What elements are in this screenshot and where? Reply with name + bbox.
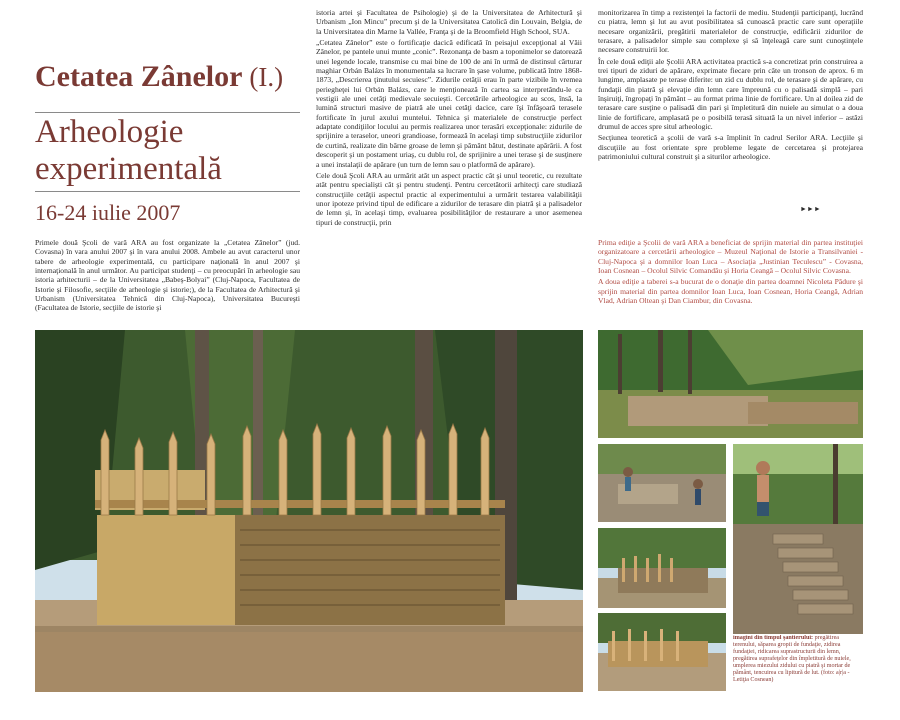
photo-wattle-fence <box>598 613 726 691</box>
caption-credit: (foto: a|r|a - Letiţia Cosnean) <box>733 670 850 683</box>
caption-lead: imagini din timpul şantierului: <box>733 635 814 641</box>
col3-paragraph-1: monitorizarea în timp a rezistenţei la factorii de mediu. Studenţii participanţi, lucrând cu piatra, lemn şi lut au avut posibilitatea să cunoască practic care sunt operaţiile necesare organizării, pregătirii materialelor de construcţie, edificării zidurilor de terasare, a palisadelor simple sau complexe şi să înţeleagă care sunt cunoştinţele necesare construirii lor. <box>598 8 863 55</box>
main-photo-palisade <box>35 330 583 692</box>
photo-foundation-digging <box>598 444 726 522</box>
page-title <box>35 60 283 94</box>
credits-block <box>598 238 863 316</box>
col2-paragraph-3: Cele două Şcoli ARA au urmărit atât un aspect practic cât şi unul teoretic, cu rezultate atât pentru specialişti cât şi pentru studenţi. Pentru cercetătorii arhitecţi care studiază construcţiile cetăţii aspectul practic al experimentului a urmărit testarea valabilităţii unor ipoteze privind tipul de edificare a zidurilor de terasare din piatră şi a palisadelor de lemn şi, în acelaşi timp, evaluarea posibilităţilor de restaurare a unor asemenea tipuri de construcţii, prin <box>316 170 582 227</box>
caption-body: pregătirea terenului, săparea gropii de fundaţie, zidirea fundaţiei, ridicarea suprastructurii din lemn, pregătirea suprafeţelor din împletitură de nuiele, umplerea miezului zidului cu piatră şi mortar de pământ, tencuirea cu lipitură de lut. <box>733 635 851 676</box>
credits-paragraph-1: Prima ediţie a Şcolii de vară ARA a beneficiat de sprijin material din partea instituţiei organizatoare a cercetării arheologice – Muzeul Naţional de Istorie a Transilvaniei - Cluj-Napoca şi a domnilor Ioan Luca – Asociaţia „Justinian Teculescu” - Covasna, Ioan Cosnean – Ocolul Silvic Comandău şi Horia Ceangă – Ocolul Silvic Covasna. <box>598 238 863 276</box>
title-text: Cetatea Zânelor <box>35 60 242 93</box>
col3-paragraph-3: Secţiunea teoretică a şcolii de vară s-a împlinit în cadrul Serilor ARA. Lecţiile şi discuţiile au fost orientate spre probleme legate de cercetarea şi protejarea patrimoniului cultural construit şi a siturilor arheologice. <box>598 133 863 162</box>
right-column <box>598 8 863 236</box>
col2-paragraph-1: istoria artei şi Facultatea de Psihologie) şi de la Universitatea de Arhitectură şi Urbanism „Ion Mincu” precum şi de la Universitatea Catolică din Louvain, Belgia, de la Universitatea din Marne la Vallée, Franţa şi de la Broomfield High School, SUA. <box>316 8 582 36</box>
intro-paragraph: Primele două Şcoli de vară ARA au fost organizate la „Cetatea Zânelor” (jud. Covasna) în vara anului 2007 şi în vara anului 2008. Ambele au avut caracterul unor tabere de arheologie experimentală, cu participare naţională în anul 2007 şi internaţională în anul următor. Au participat studenţi – cu preocupări în arheologie sau istoria arhitecturii – de la Universitatea „Babeş-Bolyai” (Cluj-Napoca, Facultatea de Istorie şi Filosofie, secţiile de arheologie şi istorie;), de la Facultatea de Arhitectură şi Urbanism (Universitatea Tehnică din Cluj-Napoca), Universitatea Bucureşti (Facultatea de Istorie, secţiile de istorie şi <box>35 238 300 313</box>
subtitle-divider <box>35 191 300 192</box>
photo-site-overview <box>598 330 863 438</box>
photo-worker-stone-wall <box>733 444 863 634</box>
photo-terrace-wall <box>598 528 726 608</box>
event-dates: 16-24 iulie 2007 <box>35 200 181 225</box>
col2-paragraph-2: „Cetatea Zânelor” este o fortificaţie dacică edificată în peisajul excepţional al Văii Zânelor, pe pantele unui munte „conic”. Rezonanţa de basm a toponimelor se datorează unei legende locale, transmise cu mai bine de 100 de ani în urmă de distinsul cărturar maghiar Orbán Balázs în monumentala sa lucrare în şase volume, publicată între 1868-1873, „Descrierea ţinutului secuiesc”. Zidurile cetăţii erau în parte vizibile în vremea periegheţei lui Orbán Balázs, care le menţionează în cartea sa interpretându-le ca vestigii ale unei cetăţi medievale secuieşti. Cercetările arheologice au scos, însă, la lumină structuri masive de piatră ale unei cetăţi dacice, care îşi înfăşoară terasele fortificate în jurul axului muntelui. Tehnica şi materialele de construcţie perfect adaptate condiţiilor locului au permis realizarea unor terasări excepţionale: zidurile de sprijinire a teraselor, uneori grandioase, formează în acelaşi timp substrucţiile zidurilor de curtină, realizate din bârne groase de lemn şi pământ bătut, destinate apărării. A fost descoperit şi un postament uriaş, cu dublu rol, de sprijinire a unei terase şi de susţinere a unei instalaţii de apărare (un turn de lemn sau o platformă de apărare). <box>316 38 582 169</box>
middle-column <box>316 8 582 322</box>
col3-paragraph-2: În cele două ediţii ale Şcolii ARA activitatea practică s-a concretizat prin construirea a trei tipuri de ziduri de apărare, exprimate fiecare prin câte un tronson de aprox. 6 m lungime, amplasate pe terase diferite: un zid cu dublu rol, de terasare şi de apărare, cu fundaţii din piatră şi elevaţie din lemn care împreună cu o palisadă simplă – pari înşiruiţi, îngropaţi în pământ – au format prima linie de fortificare. Un al doilea zid de terasare care susţine o palisadă din pari şi împletitură din nuiele au simulat o a doua linie de fortificare, amplasată pe o posibilă terasă situată la un nivel inferior – astăzi drumul de acces spre situl arheologic. <box>598 56 863 132</box>
photo-caption <box>733 635 863 684</box>
subtitle: Arheologie experimentală <box>35 114 222 187</box>
intro-column <box>35 238 300 320</box>
title-number: (I.) <box>249 62 284 92</box>
title-divider <box>35 112 300 113</box>
credits-paragraph-2: A doua ediţie a taberei s-a bucurat de o donaţie din partea doamnei Nicoleta Pădure şi sprijin material din partea domnilor Ioan Luca, Ioan Cosnean, Horia Ceangă, Adrian Vlad, Adrian Oltean şi Dan Ciambur, din Covasna. <box>598 277 863 306</box>
arrow-ornament: ►►► <box>800 205 821 213</box>
